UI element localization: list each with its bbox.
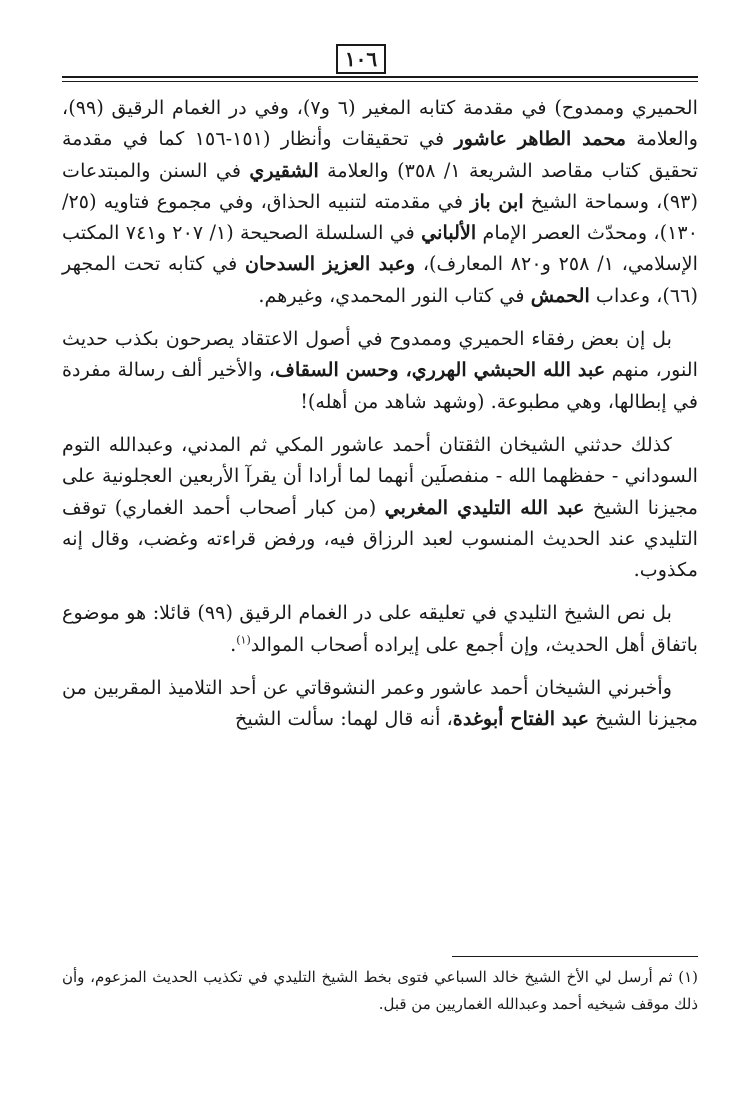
footnote-text: ثم أرسل لي الأخ الشيخ خالد السباعي فتوى بخط الشيخ التليدي في تكذيب الحديث المزعوم، وأن ذلك موقف شيخيه أحمد وعبدالله الغماريين من قبل.	[62, 968, 698, 1013]
name-emphasis: الألباني	[421, 221, 477, 245]
paragraph-2	[62, 323, 698, 417]
name-emphasis: الحمش	[530, 283, 590, 307]
text-run: في كتابه تحت المجهر (٦٦)، وعداب	[62, 252, 698, 307]
text-run: كذلك حدثني الشيخان الثقتان أحمد عاشور المكي ثم المدني، وعبدالله التوم السوداني - حفظهما الله - منفصلَين أنهما لما أرادا أن يقرآ الأربعين العجلونية على مجيزنا الشيخ	[62, 432, 698, 519]
header-rule-top	[62, 76, 698, 78]
name-emphasis: الشقيري	[249, 158, 319, 182]
paragraph-1	[62, 92, 698, 311]
page-number-text: ١٠٦	[344, 47, 378, 71]
name-emphasis: محمد الطاهر عاشور	[454, 127, 627, 151]
paragraph-5	[62, 672, 698, 735]
footnote-separator	[452, 956, 698, 957]
text-run: في السلسلة الصحيحة (١/ ٢٠٧ و٧٤١ المكتب الإسلامي، ١/ ٢٥٨ و٨٢٠ المعارف)،	[62, 221, 698, 276]
name-emphasis: وعبد العزيز السدحان	[244, 252, 416, 276]
text-run: ، والأخير ألف رسالة مفردة في إبطالها، وهي مطبوعة. (وشهد شاهد من أهله)!	[62, 358, 698, 413]
name-emphasis: عبد الفتاح أبوغدة	[452, 707, 590, 731]
footnote	[62, 964, 698, 1018]
footnote-marker: (١)	[678, 968, 698, 986]
name-emphasis: عبد الله الحبشي الهرري، وحسن السقاف	[275, 358, 606, 382]
header-rule-bottom	[62, 81, 698, 82]
paragraph-3	[62, 429, 698, 585]
page-number	[336, 44, 386, 74]
text-run: في مقدمته لتنبيه الحذاق، وفي مجموع فتاويه (٢٥/ ١٣٠)، ومحدّث العصر الإمام	[62, 189, 698, 245]
text-run: الحميري وممدوح) في مقدمة كتابه المغير (٦ و٧)، وفي در الغمام الرقيق (٩٩)، والعلامة	[62, 96, 699, 151]
name-emphasis: عبد الله التليدي المغربي	[384, 495, 585, 519]
text-run: بل إن بعض رفقاء الحميري وممدوح في أصول الاعتقاد يصرحون بكذب حديث النور، منهم	[62, 327, 698, 382]
text-run: (من كبار أصحاب أحمد الغماري) توقف التليدي عند الحديث المنسوب لعبد الرزاق فيه، ورفض قراءته وغضب، وقال إنه مكذوب.	[62, 495, 698, 582]
text-run: .	[230, 632, 237, 656]
text-run: بل نص الشيخ التليدي في تعليقه على در الغمام الرقيق (٩٩) قائلا: هو موضوع باتفاق أهل الحديث، وإن أجمع على إيراده أصحاب الموالد	[62, 601, 698, 656]
text-run: ، أنه قال لهما: سألت الشيخ	[234, 707, 453, 731]
text-run: في السنن والمبتدعات (٩٣)، وسماحة الشيخ	[62, 158, 698, 213]
name-emphasis: ابن باز	[470, 189, 524, 213]
footnote-reference[interactable]: (١)	[236, 633, 251, 647]
paragraph-4	[62, 597, 698, 660]
text-run: في تحقيقات وأنظار (١٥١-١٥٦ كما في مقدمة تحقيق كتاب مقاصد الشريعة ١/ ٣٥٨) والعلامة	[62, 127, 698, 182]
main-text	[62, 92, 698, 747]
text-run: في كتاب النور المحمدي، وغيرهم.	[258, 283, 531, 307]
text-run: وأخبرني الشيخان أحمد عاشور وعمر النشوقاتي عن أحد التلاميذ المقربين من مجيزنا الشيخ	[62, 676, 698, 731]
